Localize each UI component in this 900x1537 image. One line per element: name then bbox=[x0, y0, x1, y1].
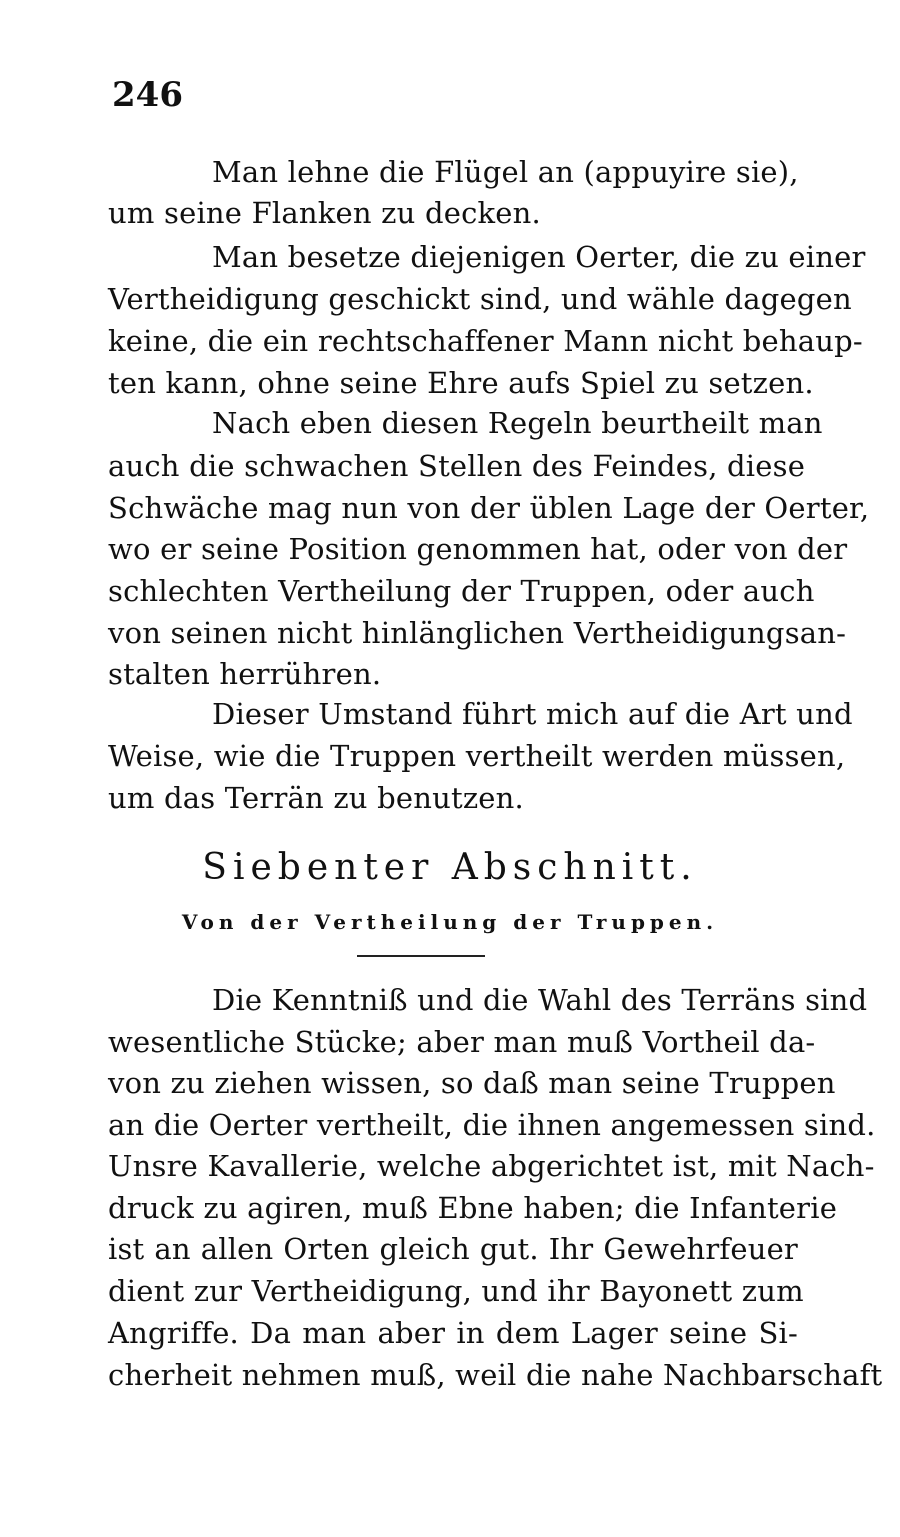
text-line: um seine Flanken zu decken. bbox=[108, 196, 541, 230]
text-line: Vertheidigung geschickt sind, und wähle dagegen bbox=[108, 282, 852, 316]
text-line: Die Kenntniß und die Wahl des Terräns sind bbox=[212, 983, 868, 1017]
text-line: Nach eben diesen Regeln beurtheilt man bbox=[212, 406, 823, 440]
text-line: wesentliche Stücke; aber man muß Vortheil da- bbox=[108, 1025, 816, 1059]
text-line: Unsre Kavallerie, welche abgerichtet ist, mit Nach- bbox=[108, 1149, 875, 1183]
text-line: Weise, wie die Truppen vertheilt werden müssen, bbox=[108, 739, 846, 773]
text-line: Schwäche mag nun von der üblen Lage der Oerter, bbox=[108, 491, 870, 525]
text-line: an die Oerter vertheilt, die ihnen angemessen sind. bbox=[108, 1108, 876, 1142]
text-line: ist an allen Orten gleich gut. Ihr Gewehrfeuer bbox=[108, 1232, 798, 1266]
text-line: von seinen nicht hinlänglichen Vertheidigungsan- bbox=[108, 616, 847, 650]
section-subtitle: Von der Vertheilung der Truppen. bbox=[181, 910, 719, 934]
text-line: wo er seine Position genommen hat, oder von der bbox=[108, 532, 848, 566]
text-line: schlechten Vertheilung der Truppen, oder auch bbox=[108, 574, 815, 608]
text-line: stalten herrühren. bbox=[108, 657, 382, 691]
text-line: keine, die ein rechtschaffener Mann nicht behaup- bbox=[108, 324, 863, 358]
text-line: auch die schwachen Stellen des Feindes, diese bbox=[108, 449, 806, 483]
text-line: dient zur Vertheidigung, und ihr Bayonett zum bbox=[108, 1274, 804, 1308]
text-line: druck zu agiren, muß Ebne haben; die Infanterie bbox=[108, 1191, 838, 1225]
text-line: cherheit nehmen muß, weil die nahe Nachbarschaft bbox=[108, 1358, 883, 1392]
section-title: Siebenter Abschnitt. bbox=[202, 847, 698, 888]
text-line: Dieser Umstand führt mich auf die Art und bbox=[212, 697, 853, 731]
text-line: Angriffe. Da man aber in dem Lager seine Si- bbox=[108, 1316, 798, 1350]
section-divider bbox=[357, 955, 485, 957]
text-line: von zu ziehen wissen, so daß man seine Truppen bbox=[108, 1066, 836, 1100]
text-line: um das Terrän zu benutzen. bbox=[108, 781, 524, 815]
page-number: 246 bbox=[112, 75, 183, 115]
text-line: Man besetze diejenigen Oerter, die zu einer bbox=[212, 240, 866, 274]
text-line: ten kann, ohne seine Ehre aufs Spiel zu setzen. bbox=[108, 366, 814, 400]
text-line: Man lehne die Flügel an (appuyire sie), bbox=[212, 155, 799, 189]
